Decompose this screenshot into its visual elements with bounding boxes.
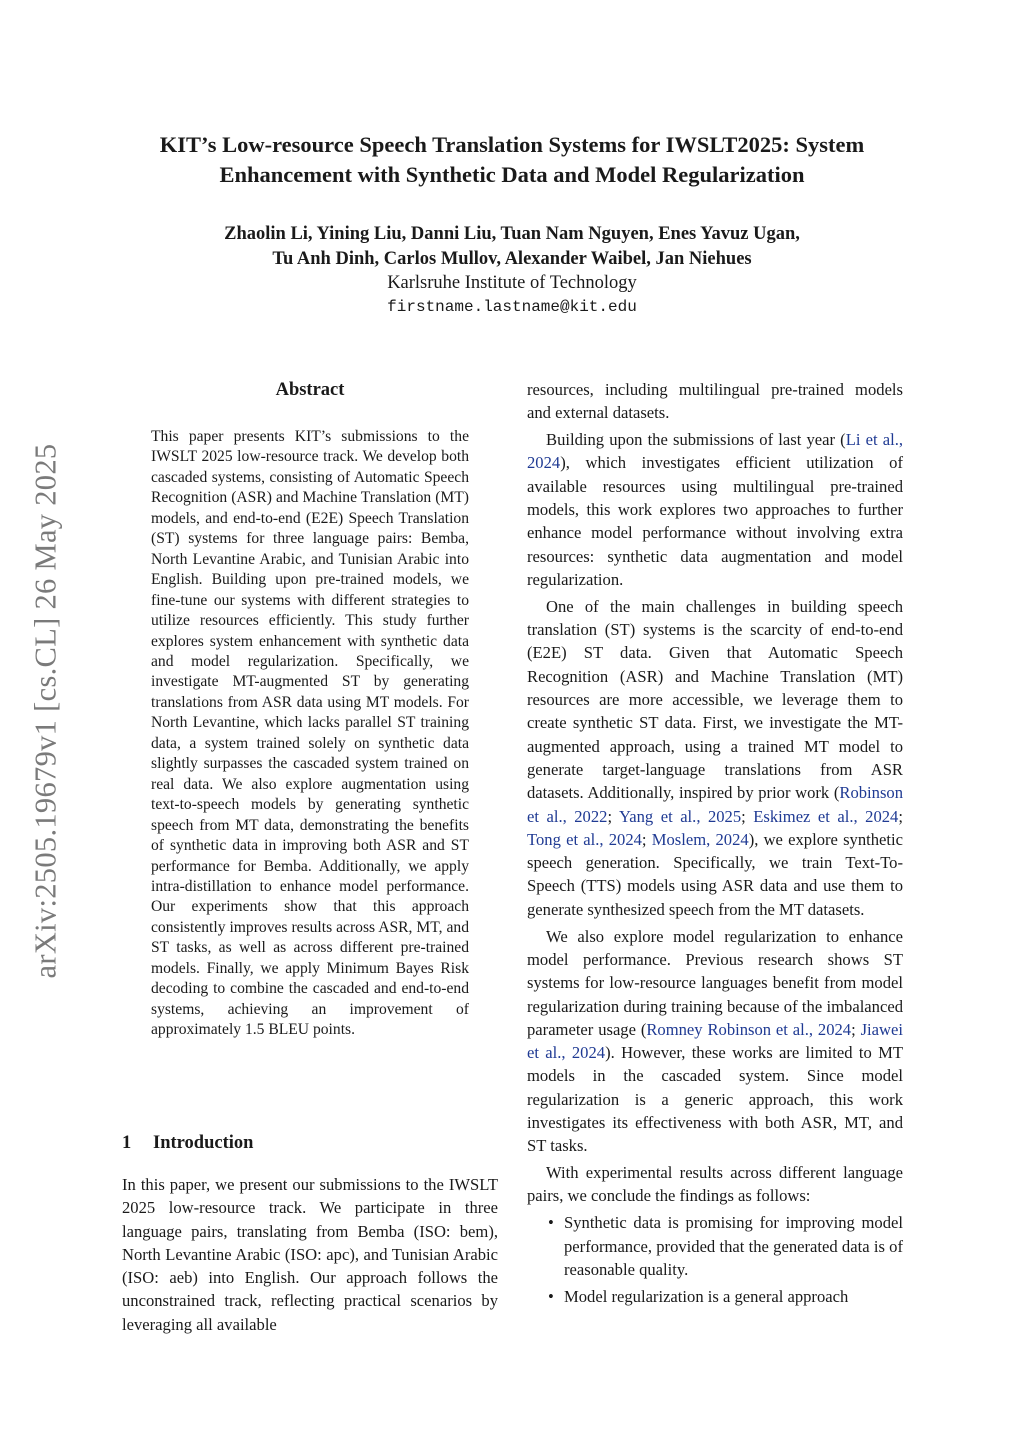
- bullet-icon: •: [548, 1286, 554, 1306]
- citation-link[interactable]: Eskimez et al., 2024: [753, 806, 899, 826]
- authors-line-2: Tu Anh Dinh, Carlos Mullov, Alexander Waibel, Jan Niehues: [272, 249, 752, 269]
- list-item: • Model regularization is a general approach: [527, 1285, 903, 1308]
- introduction-paragraph-1: In this paper, we present our submissions to the IWSLT 2025 low-resource track. We participate in three language pairs, translating from Bemba (ISO: bem), North Levantine Arabic (ISO: apc), and Tunisian Arabic (ISO: aeb) into English. Our approach follows the unconstrained track, reflecting practical scenarios by leveraging all available: [122, 1175, 498, 1334]
- right-column: [527, 378, 903, 1312]
- section-number: 1: [122, 1133, 132, 1153]
- affiliation: Karlsruhe Institute of Technology: [387, 273, 637, 293]
- intro-paragraph-2: Building upon the submissions of last year (Li et al., 2024), which investigates efficient utilization of available resources using multilingual pre-trained models, this work explores two approaches to further enhance model performance without involving extra resources: synthetic data augmentation and model regularization.: [527, 430, 903, 589]
- intro-paragraph-continued: resources, including multilingual pre-trained models and external datasets.: [527, 380, 903, 423]
- intro-paragraph-3: One of the main challenges in building speech translation (ST) systems is the scarcity of end-to-end (E2E) ST data. Given that Automatic Speech Recognition (ASR) and Machine Translation (MT) resources are more accessible, we leverage them to create synthetic ST data. First, we investigate the MT-augmented approach, using a trained MT model to generate target-language translations from ASR datasets. Additionally, inspired by prior work (Robinson et al., 2022; Yang et al., 2025; Eskimez et al., 2024; Tong et al., 2024; Moslem, 2024), we explore synthetic speech generation. Specifically, we train Text-To-Speech (TTS) models using ASR data and use them to generate synthesized speech from the MT datasets.: [527, 596, 903, 919]
- title-line-2: Enhancement with Synthetic Data and Model Regularization: [219, 162, 805, 187]
- title-line-1: KIT’s Low-resource Speech Translation Systems for IWSLT2025: System: [159, 132, 865, 157]
- list-item: • Synthetic data is promising for improving model performance, provided that the generated data is of reasonable quality.: [548, 1213, 903, 1279]
- author-list: [100, 222, 924, 272]
- citation-link[interactable]: Moslem, 2024: [651, 829, 749, 849]
- section-title: Introduction: [153, 1133, 254, 1153]
- citation-link[interactable]: Romney Robinson et al., 2024: [646, 1019, 852, 1039]
- citation-link[interactable]: Li et al., 2024: [527, 430, 903, 473]
- arxiv-side-stamp: [14, 406, 78, 1016]
- intro-paragraph-4: We also explore model regularization to enhance model performance. Previous research shows ST systems for low-resource languages benefit from model regularization during training because of the imbalanced parameter usage (Romney Robinson et al., 2024; Jiawei et al., 2024). However, these works are limited to MT models in the cascaded system. Since model regularization is a generic approach, this work investigates its effectiveness with both ASR, MT, and ST tasks.: [527, 926, 904, 1156]
- section-heading-introduction: [122, 1131, 502, 1155]
- abstract-heading: Abstract: [275, 380, 345, 400]
- abstract-text: This paper presents KIT’s submissions to the IWSLT 2025 low-resource track. We develop both cascaded systems, consisting of Automatic Speech Recognition (ASR) and Machine Translation (MT) models, and end-to-end (E2E) Speech Translation (ST) systems for three language pairs: Bemba, North Levantine Arabic, and Tunisian Arabic into English. Building upon pre-trained models, we fine-tune our systems with different strategies to utilize resources efficiently. This study further explores system enhancement with synthetic data and model regularization. Specifically, we investigate MT-augmented ST by generating translations from ASR data using MT models. For North Levantine, which lacks parallel ST training data, a system trained solely on synthetic data slightly surpasses the cascaded system trained on real data. We also explore augmentation using text-to-speech models by generating synthetic speech from MT data, demonstrating the benefits of synthetic data in improving both ASR and ST performance for Bemba. Additionally, we apply intra-distillation to enhance model performance. Our experiments show that this approach consistently improves results across ASR, MT, and ST tasks, as well as across different pre-trained models. Finally, we apply Minimum Bayes Risk decoding to combine the cascaded and end-to-end systems, achieving an improvement of approximately 1.5 BLEU points.: [151, 428, 469, 1039]
- arxiv-identifier: arXiv:2505.19679v1 [cs.CL] 26 May 2025: [28, 443, 63, 979]
- citation-link[interactable]: Yang et al., 2025: [618, 806, 742, 826]
- citation-link[interactable]: Robinson et al., 2022: [527, 783, 903, 826]
- contact-email: firstname.lastname@kit.edu: [387, 298, 637, 316]
- citation-link[interactable]: Tong et al., 2024: [527, 829, 642, 849]
- intro-paragraph-5: With experimental results across different language pairs, we conclude the findings as follows:: [527, 1163, 903, 1206]
- authors-line-1: Zhaolin Li, Yining Liu, Danni Liu, Tuan Nam Nguyen, Enes Yavuz Ugan,: [224, 224, 800, 244]
- citation-link[interactable]: Jiawei et al., 2024: [527, 1019, 903, 1063]
- bullet-icon: •: [548, 1213, 554, 1233]
- findings-list: [527, 1211, 903, 1308]
- paper-title: [100, 130, 924, 190]
